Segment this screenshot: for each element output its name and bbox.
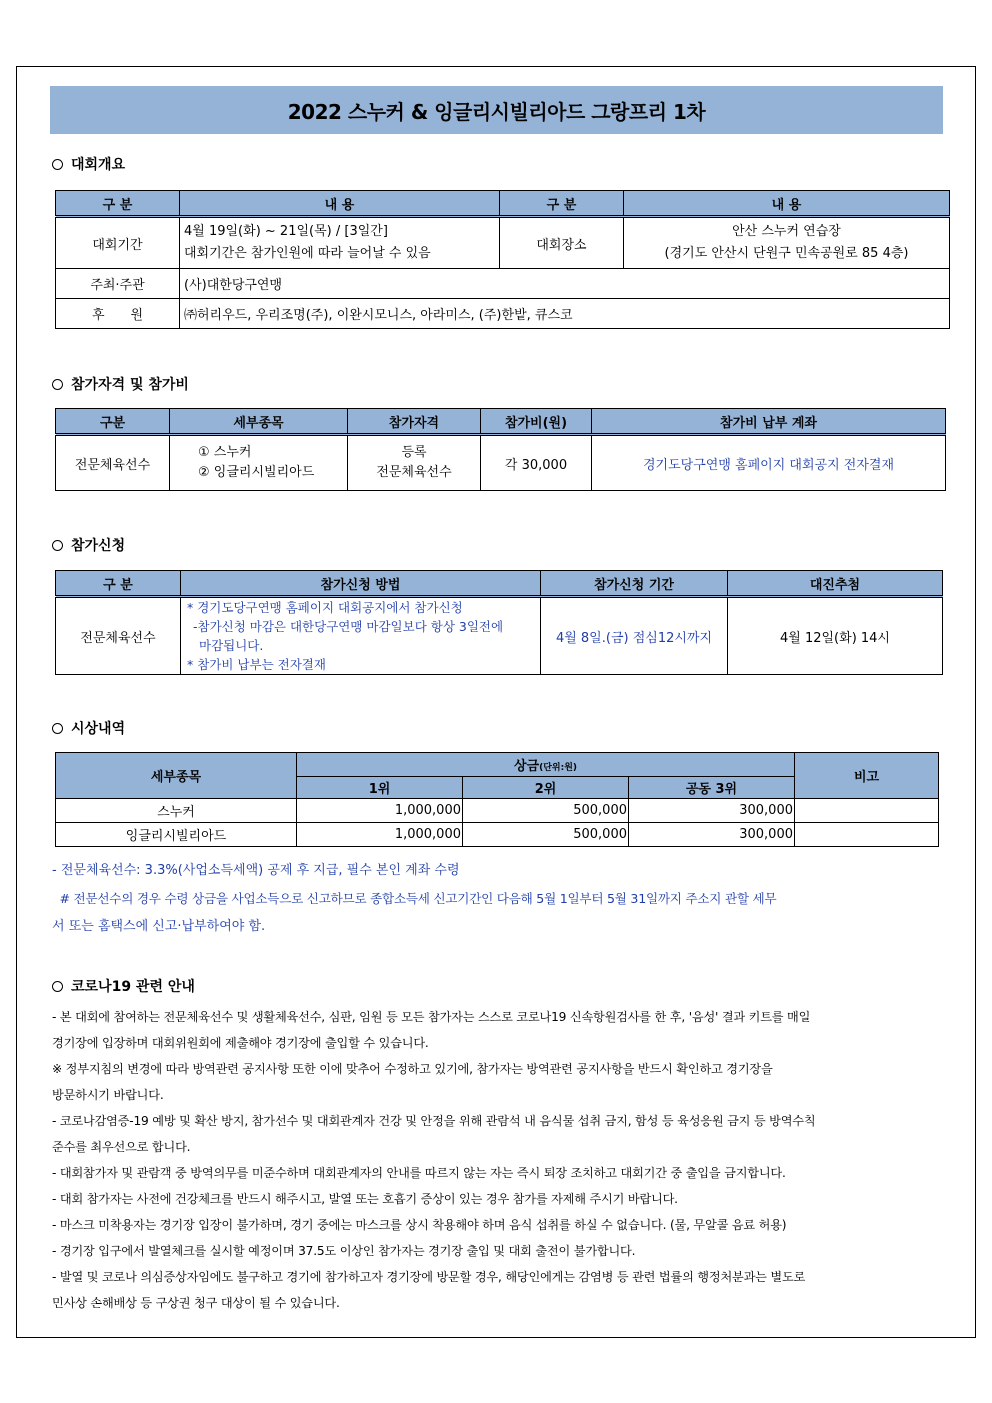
table-row bbox=[56, 799, 939, 823]
prize-header bbox=[297, 753, 795, 777]
section-title: 코로나19 관련 안내 bbox=[71, 979, 195, 995]
section-title: 대회개요 bbox=[71, 157, 126, 173]
method-line: 마감됩니다. bbox=[199, 638, 264, 653]
header-cell: 참가비 납부 계좌 bbox=[592, 409, 946, 435]
covid-line: 준수를 최우선으로 합니다. bbox=[52, 1140, 191, 1154]
event-header: 세부종목 bbox=[56, 753, 297, 799]
circle-bullet-icon bbox=[52, 379, 63, 390]
host-label: 주최·주관 bbox=[56, 269, 180, 299]
circle-bullet-icon bbox=[52, 981, 63, 992]
section-heading-covid bbox=[52, 976, 195, 996]
header-cell: 구분 bbox=[56, 409, 170, 435]
category-cell: 전문체육선수 bbox=[56, 435, 170, 491]
sponsor-label: 후 원 bbox=[56, 299, 180, 329]
covid-line: - 발열 및 코로나 의심증상자임에도 불구하고 경기에 참가하고자 경기장에 방문할 경우, 해당인에게는 감염병 등 관련 법률의 행정처분과는 별도로 bbox=[52, 1270, 806, 1284]
third-prize-cell: 300,000 bbox=[629, 823, 795, 847]
first-prize-cell: 1,000,000 bbox=[297, 799, 463, 823]
fee-cell: 각 30,000 bbox=[481, 435, 592, 491]
remark-cell bbox=[795, 823, 939, 847]
event-cell: 스누커 bbox=[56, 799, 297, 823]
venue-line-2: (경기도 안산시 단원구 민속공원로 85 4층) bbox=[664, 246, 909, 261]
remark-cell bbox=[795, 799, 939, 823]
method-line: -참가신청 마감은 대한당구연맹 마감일보다 항상 3일전에 bbox=[193, 619, 504, 634]
section-heading-overview bbox=[52, 154, 125, 174]
covid-line: 경기장에 입장하며 대회위원회에 제출해야 경기장에 출입할 수 있습니다. bbox=[52, 1036, 429, 1050]
header-cell: 참가신청 방법 bbox=[181, 571, 541, 597]
header-cell: 내 용 bbox=[624, 191, 950, 217]
covid-line: 방문하시기 바랍니다. bbox=[52, 1088, 164, 1102]
section-title: 참가자격 및 참가비 bbox=[71, 377, 189, 393]
qualification-line-1: 등록 bbox=[401, 445, 427, 460]
header-cell: 대진추첨 bbox=[728, 571, 943, 597]
host-value: (사)대한당구연맹 bbox=[180, 269, 950, 299]
remark-header: 비고 bbox=[795, 753, 939, 799]
eligibility-table bbox=[55, 408, 946, 491]
first-prize-cell: 1,000,000 bbox=[297, 823, 463, 847]
page-title: 2022 스누커 & 잉글리시빌리아드 그랑프리 1차 bbox=[50, 86, 943, 134]
prize-table bbox=[55, 752, 939, 847]
covid-line: - 본 대회에 참여하는 전문체육선수 및 생활체육선수, 심판, 임원 등 모든 참가자는 스스로 코로나19 신속항원검사를 한 후, '음성' 결과 키트를 매일 bbox=[52, 1010, 811, 1024]
covid-line: 민사상 손해배상 등 구상권 청구 대상이 될 수 있습니다. bbox=[52, 1296, 340, 1310]
header-cell: 구 분 bbox=[56, 191, 180, 217]
covid-line: - 코로나감염증-19 예방 및 확산 방지, 참가선수 및 대회관계자 건강 및 안정을 위해 관람석 내 음식물 섭취 금지, 함성 등 육성응원 금지 등 방역수칙 bbox=[52, 1114, 816, 1128]
section-title: 시상내역 bbox=[71, 721, 126, 737]
section-title: 참가신청 bbox=[71, 538, 126, 554]
header-cell: 참가비(원) bbox=[481, 409, 592, 435]
method-cell bbox=[181, 597, 541, 675]
covid-line: - 대회참가자 및 관람객 중 방역의무를 미준수하며 대회관계자의 안내를 따르지 않는 자는 즉시 퇴장 조치하고 대회기간 중 출입을 금지합니다. bbox=[52, 1166, 786, 1180]
second-prize-cell: 500,000 bbox=[463, 823, 629, 847]
period-line-2: 대회기간은 참가인원에 따라 늘어날 수 있음 bbox=[184, 246, 431, 261]
covid-line: - 경기장 입구에서 발열체크를 실시할 예정이며 37.5도 이상인 참가자는 경기장 출입 및 대회 출전이 불가합니다. bbox=[52, 1244, 636, 1258]
header-cell: 세부종목 bbox=[170, 409, 348, 435]
covid-notice bbox=[52, 1004, 960, 1316]
event-item: ① 스누커 bbox=[198, 445, 252, 460]
venue-line-1: 안산 스누커 연습장 bbox=[732, 224, 841, 239]
prize-header-label: 상금 bbox=[513, 759, 540, 774]
event-cell: 잉글리시빌리아드 bbox=[56, 823, 297, 847]
header-cell: 참가신청 기간 bbox=[541, 571, 728, 597]
covid-line: - 대회 참가자는 사전에 건강체크를 반드시 해주시고, 발열 또는 호흡기 증상이 있는 경우 참가를 자제해 주시기 바랍니다. bbox=[52, 1192, 678, 1206]
section-heading-prizes bbox=[52, 718, 125, 738]
category-cell: 전문체육선수 bbox=[56, 597, 181, 675]
covid-line: ※ 정부지침의 변경에 따라 방역관련 공지사항 또한 이에 맞추어 수정하고 있기에, 참가자는 방역관련 공지사항을 반드시 확인하고 경기장을 bbox=[52, 1062, 773, 1076]
application-table bbox=[55, 570, 943, 675]
third-prize-cell: 300,000 bbox=[629, 799, 795, 823]
overview-table bbox=[55, 190, 950, 329]
header-cell: 구 분 bbox=[56, 571, 181, 597]
rank-header: 공동 3위 bbox=[629, 777, 795, 799]
venue-label: 대회장소 bbox=[500, 217, 624, 269]
circle-bullet-icon bbox=[52, 540, 63, 551]
rank-header: 1위 bbox=[297, 777, 463, 799]
period-line-1: 4월 19일(화) ~ 21일(목) / [3일간] bbox=[184, 224, 388, 239]
method-line: * 참가비 납부는 전자결재 bbox=[187, 657, 326, 672]
sponsor-value: ㈜허리우드, 우리조명(주), 이완시모니스, 아라미스, (주)한밭, 큐스코 bbox=[180, 299, 950, 329]
venue-value bbox=[624, 217, 950, 269]
circle-bullet-icon bbox=[52, 159, 63, 170]
events-cell bbox=[170, 435, 348, 491]
application-period-cell: 4월 8일.(금) 점심12시까지 bbox=[541, 597, 728, 675]
header-cell: 내 용 bbox=[180, 191, 500, 217]
event-item: ② 잉글리시빌리아드 bbox=[198, 465, 315, 480]
qualification-cell bbox=[348, 435, 481, 491]
tax-note-detail-1: # 전문선수의 경우 수령 상금을 사업소득으로 신고하므로 종합소득세 신고기간인 다음해 5월 1일부터 5월 31일까지 주소지 관할 세무 bbox=[52, 891, 777, 906]
section-heading-eligibility bbox=[52, 374, 189, 394]
period-value bbox=[180, 217, 500, 269]
circle-bullet-icon bbox=[52, 723, 63, 734]
period-label: 대회기간 bbox=[56, 217, 180, 269]
header-cell: 구 분 bbox=[500, 191, 624, 217]
qualification-line-2: 전문체육선수 bbox=[376, 465, 452, 480]
draw-cell: 4월 12일(화) 14시 bbox=[728, 597, 943, 675]
tax-note-detail-2: 서 또는 홈택스에 신고·납부하여야 함. bbox=[52, 919, 266, 934]
table-row bbox=[56, 823, 939, 847]
account-cell: 경기도당구연맹 홈페이지 대회공지 전자결재 bbox=[592, 435, 946, 491]
covid-line: - 마스크 미착용자는 경기장 입장이 불가하며, 경기 중에는 마스크를 상시 착용해야 하며 음식 섭취를 하실 수 없습니다. (물, 무알콜 음료 허용) bbox=[52, 1218, 787, 1232]
method-line: * 경기도당구연맹 홈페이지 대회공지에서 참가신청 bbox=[187, 600, 463, 615]
second-prize-cell: 500,000 bbox=[463, 799, 629, 823]
rank-header: 2위 bbox=[463, 777, 629, 799]
tax-note: - 전문체육선수: 3.3%(사업소득세액) 공제 후 지급, 필수 본인 계좌 수령 bbox=[52, 863, 460, 878]
header-cell: 참가자격 bbox=[348, 409, 481, 435]
section-heading-application bbox=[52, 535, 125, 555]
prize-unit: (단위:원) bbox=[539, 763, 578, 773]
